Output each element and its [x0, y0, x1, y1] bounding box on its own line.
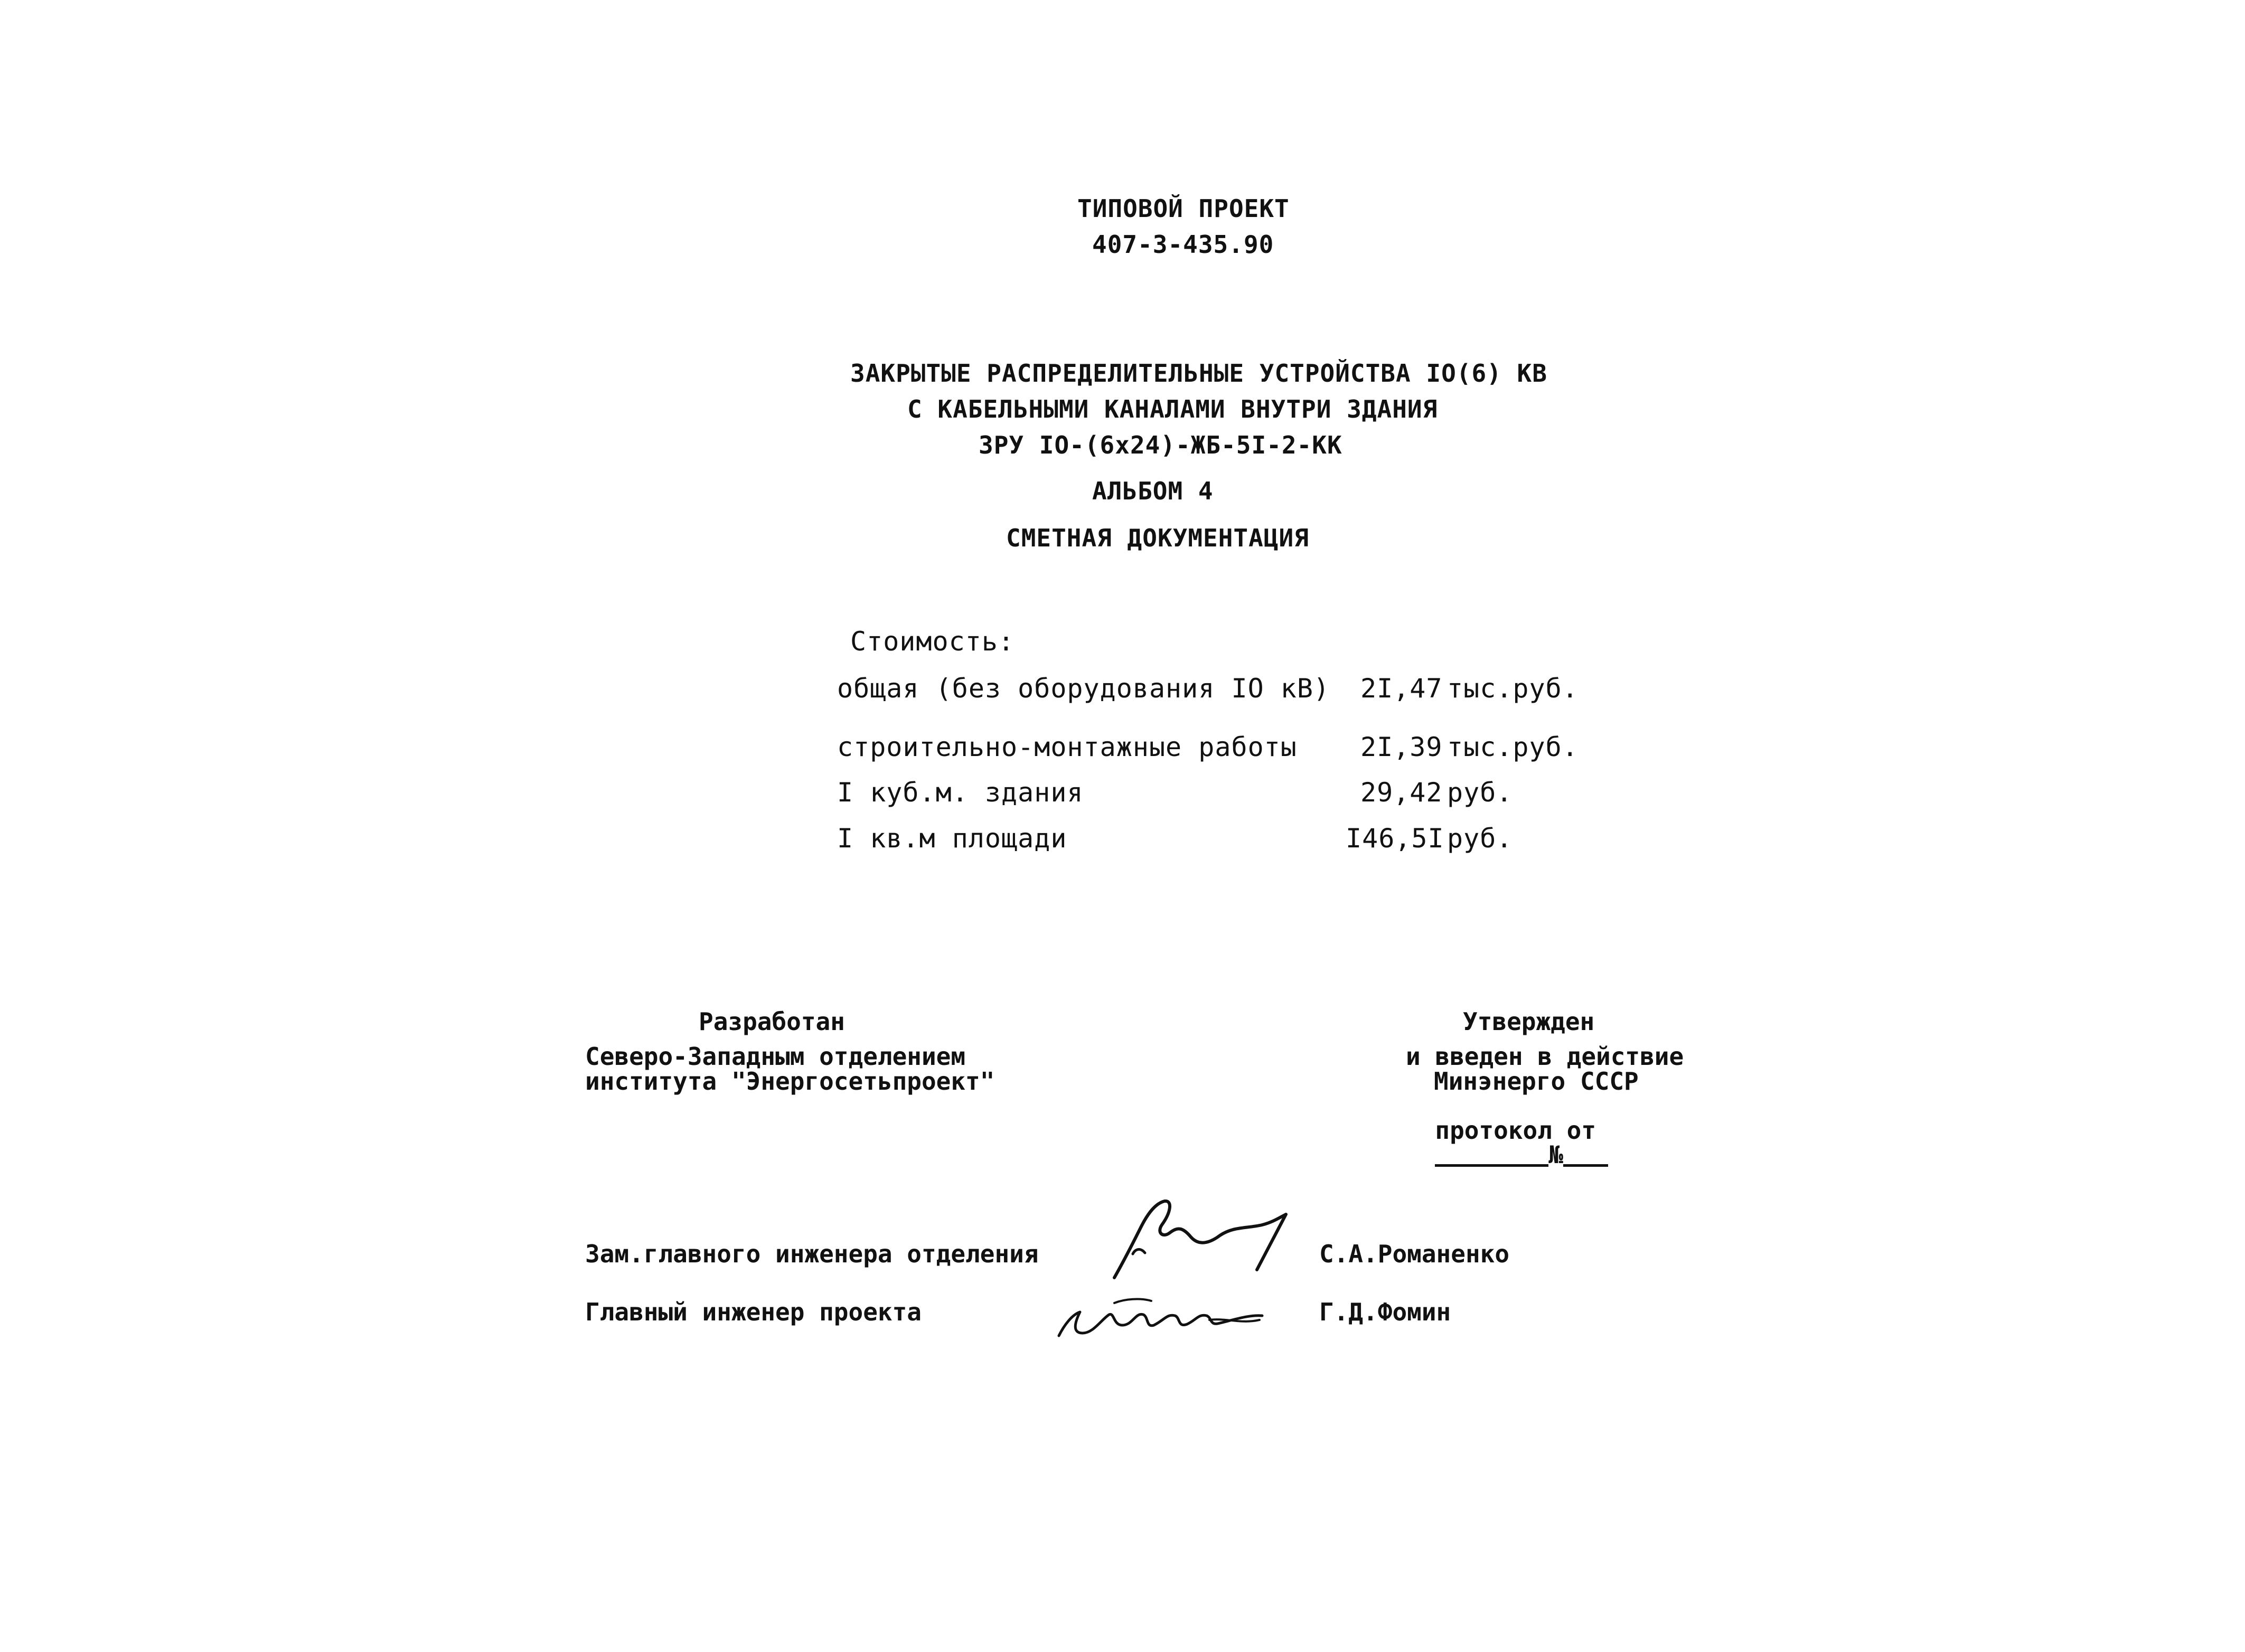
approved-line-2: Минэнерго СССР	[1434, 1067, 1639, 1096]
album-label: АЛЬБОМ 4	[1092, 477, 1214, 505]
developed-heading: Разработан	[699, 1007, 845, 1036]
cost-row-label: строительно-монтажные работы	[837, 732, 1297, 762]
cost-row-value: 2I,39	[1360, 732, 1443, 762]
cost-row-value: 2I,47	[1360, 673, 1443, 704]
approved-protocol-line	[1406, 1094, 1608, 1167]
handwritten-signature	[1051, 1283, 1273, 1346]
handwritten-signature	[1104, 1196, 1294, 1286]
approved-heading: Утвержден	[1463, 1007, 1595, 1036]
cost-heading: Стоимость:	[850, 626, 1015, 657]
developed-line-1: Северо-Западным отделением	[585, 1042, 966, 1071]
number-sign: №	[1548, 1140, 1564, 1169]
signer-name: С.А.Романенко	[1319, 1240, 1510, 1268]
cost-row-unit: руб.	[1447, 823, 1513, 854]
cost-row-label: I куб.м. здания	[837, 777, 1084, 808]
album-title: СМЕТНАЯ ДОКУМЕНТАЦИЯ	[1006, 524, 1309, 552]
doc-type: ТИПОВОЙ ПРОЕКТ	[1077, 194, 1290, 223]
cost-row-value: 29,42	[1360, 777, 1443, 808]
signer-name: Г.Д.Фомин	[1319, 1298, 1451, 1326]
protocol-number-blank	[1563, 1143, 1608, 1167]
title-line-1: ЗАКРЫТЫЕ РАСПРЕДЕЛИТЕЛЬНЫЕ УСТРОЙСТВА IO(6) КВ	[850, 359, 1547, 388]
title-line-3: ЗРУ IO-(6х24)-ЖБ-5I-2-КК	[979, 431, 1342, 459]
doc-number: 407-3-435.90	[1092, 230, 1274, 259]
cost-row-unit: тыс.руб.	[1447, 673, 1579, 704]
cost-row-label: общая (без оборудования IO кВ)	[837, 673, 1330, 704]
cost-row-value: I46,5I	[1346, 823, 1444, 854]
protocol-date-blank	[1435, 1143, 1548, 1167]
cost-row-unit: руб.	[1447, 777, 1513, 808]
signer-position: Главный инженер проекта	[585, 1298, 922, 1326]
protocol-prefix: протокол от	[1435, 1116, 1596, 1145]
approved-line-1: и введен в действие	[1406, 1042, 1684, 1071]
cost-row-unit: тыс.руб.	[1447, 732, 1579, 762]
developed-line-2: института "Энергосетьпроект"	[585, 1067, 995, 1096]
title-line-2: С КАБЕЛЬНЫМИ КАНАЛАМИ ВНУТРИ ЗДАНИЯ	[907, 395, 1438, 423]
signer-position: Зам.главного инженера отделения	[585, 1240, 1039, 1268]
cost-row-label: I кв.м площади	[837, 823, 1067, 854]
